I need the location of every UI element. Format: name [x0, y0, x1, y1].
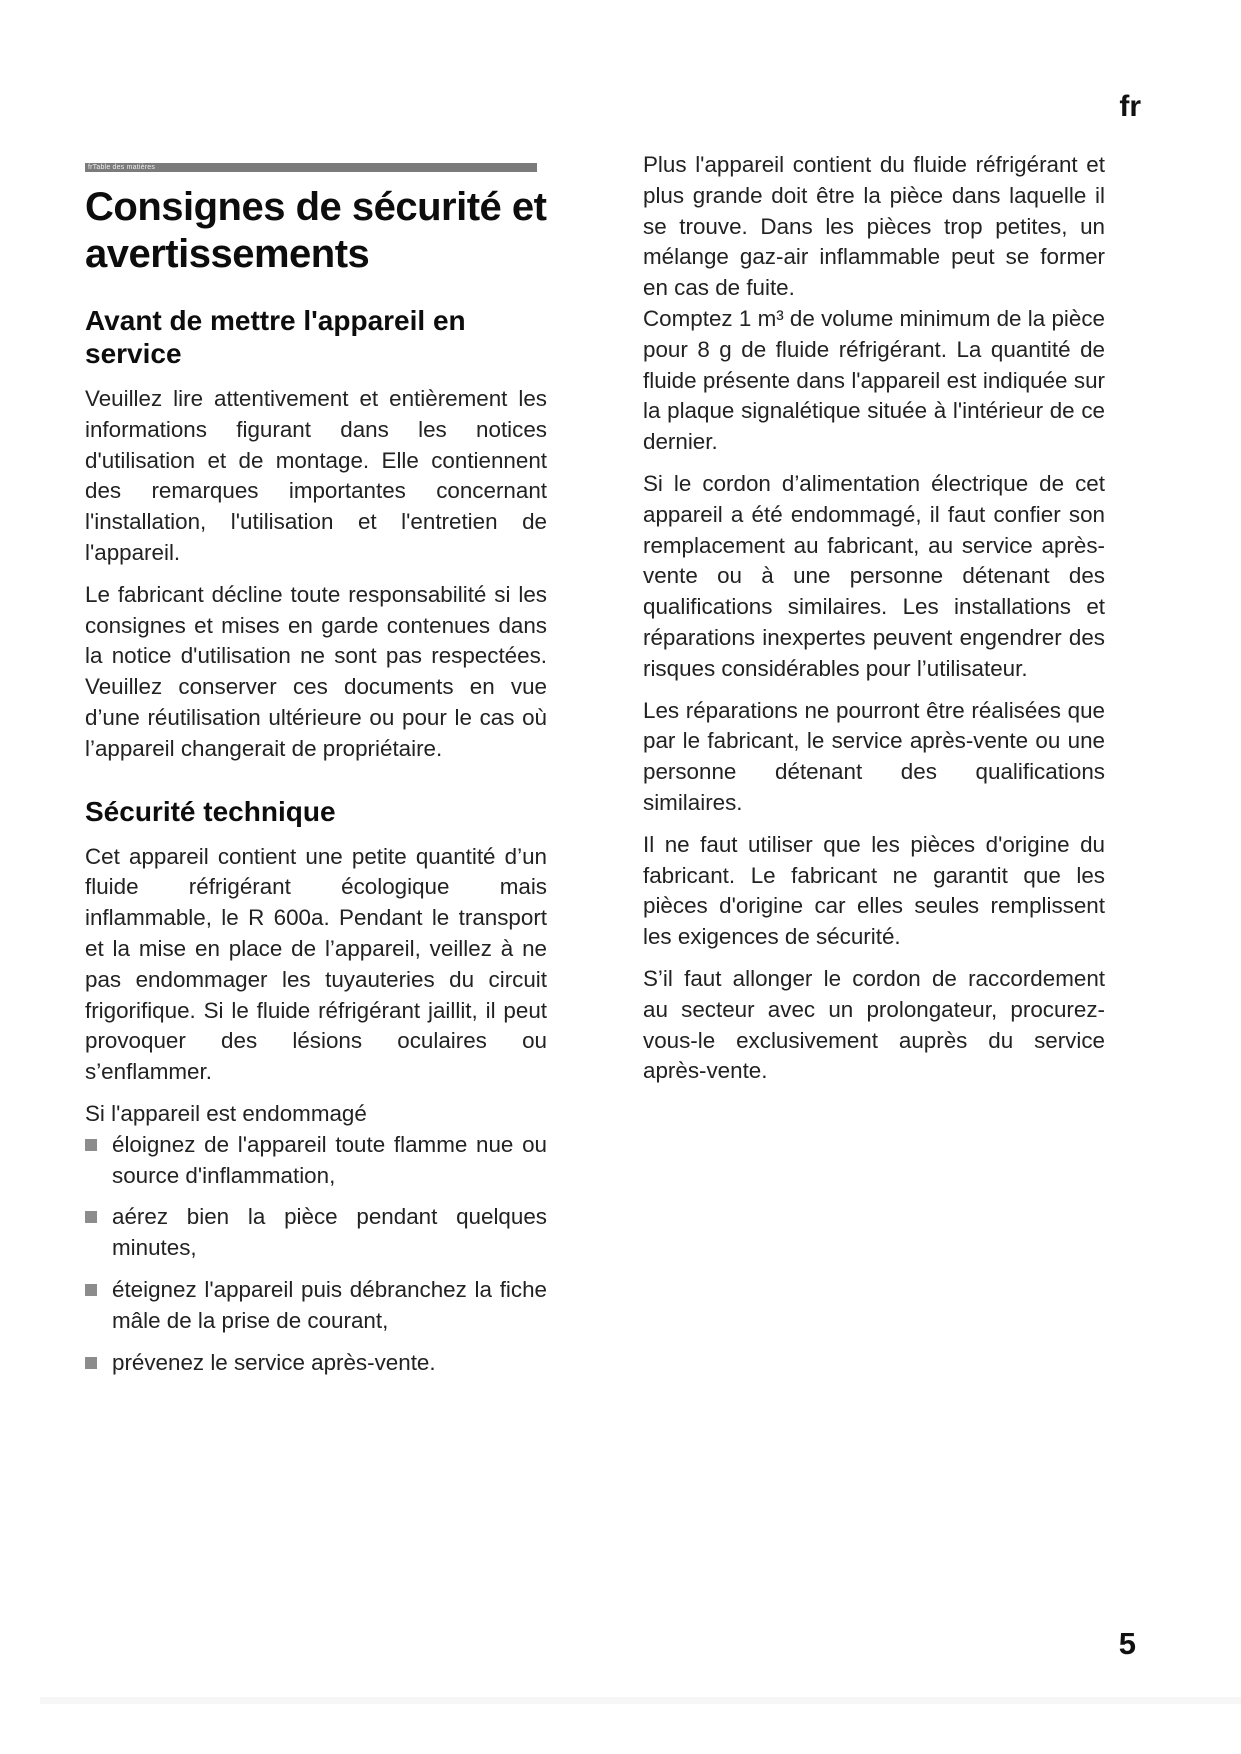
square-bullet-icon	[85, 1357, 97, 1369]
section-heading-avant-service: Avant de mettre l'appareil en service	[85, 305, 466, 369]
list-item	[85, 1130, 547, 1192]
list-item-text: éloignez de l'appareil toute flamme nue ou source d'inflammation,	[112, 1131, 547, 1188]
paragraph: Plus l'appareil contient du fluide réfrigérant et plus grande doit être la pièce dans laquelle il se trouve. Dans les pièces trop petites, un mélange gaz-air inflammable peut se former en cas de fuite.	[643, 152, 1105, 301]
square-bullet-icon	[85, 1139, 97, 1151]
paragraph: Veuillez lire attentivement et entièrement les informations figurant dans les notices d'utilisation et de montage. Elle contiennent des remarques importantes concernant l'installation, l'utilisation et l'entretien de l'appareil.	[85, 386, 547, 565]
footer-divider	[40, 1697, 1241, 1704]
list-item-text: éteignez l'appareil puis débranchez la fiche mâle de la prise de courant,	[112, 1276, 547, 1333]
language-label: fr	[1119, 90, 1141, 123]
left-column	[85, 163, 547, 1389]
right-column	[643, 150, 1105, 1098]
square-bullet-icon	[85, 1284, 97, 1296]
paragraph: Si l'appareil est endommagé	[85, 1100, 367, 1126]
paragraph: S’il faut allonger le cordon de raccordement au secteur avec un prolongateur, procurez-vous-le exclusivement auprès du service après-vente.	[643, 965, 1105, 1084]
paragraph: Comptez 1 m³ de volume minimum de la pièce pour 8 g de fluide réfrigérant. La quantité de fluide présente dans l'appareil est indiquée sur la plaque signalétique située à l'intérieur de ce dernier.	[643, 305, 1105, 455]
square-bullet-icon	[85, 1211, 97, 1223]
list-item	[85, 1348, 547, 1379]
page-title: Consignes de sécurité et avertissements	[85, 185, 547, 276]
section-rule-bar	[85, 163, 537, 172]
list-item-text: aérez bien la pièce pendant quelques minutes,	[112, 1204, 547, 1261]
section-heading-securite-technique: Sécurité technique	[85, 795, 336, 827]
paragraph: Si le cordon d’alimentation électrique de cet appareil a été endommagé, il faut confier son remplacement au fabricant, au service après-vente ou à une personne détenant des qualifications similaires. Les installations et réparations inexpertes peuvent engendrer des risques considérables pour l’utilisateur.	[643, 470, 1105, 681]
paragraph: Il ne faut utiliser que les pièces d'origine du fabricant. Le fabricant ne garantit que les pièces d'origine car elles seules remplissent les exigences de sécurité.	[643, 831, 1105, 950]
list-item-text: prévenez le service après-vente.	[112, 1349, 436, 1375]
paragraph: Les réparations ne pourront être réalisées que par le fabricant, le service après-vente ou une personne détenant des qualifications similaires.	[643, 697, 1105, 815]
list-item	[85, 1275, 547, 1337]
paragraph: Le fabricant décline toute responsabilité si les consignes et mises en garde contenues dans la notice d'utilisation ne sont pas respectées. Veuillez conserver ces documents en vue d’une réutilisation ultérieure ou pour le cas où l’appareil changerait de propriétaire.	[85, 581, 547, 761]
list-item	[85, 1202, 547, 1264]
page-number: 5	[1118, 1626, 1136, 1661]
paragraph: Cet appareil contient une petite quantité d’un fluide réfrigérant écologique mais inflammable, le R 600a. Pendant le transport et la mise en place de l’appareil, veillez à ne pas endommager les tuyauteries du circuit frigorifique. Si le fluide réfrigérant jaillit, il peut provoquer des lésions oculaires ou s’enflammer.	[85, 843, 547, 1085]
toc-anchor-text: frTable des matières	[88, 163, 156, 171]
